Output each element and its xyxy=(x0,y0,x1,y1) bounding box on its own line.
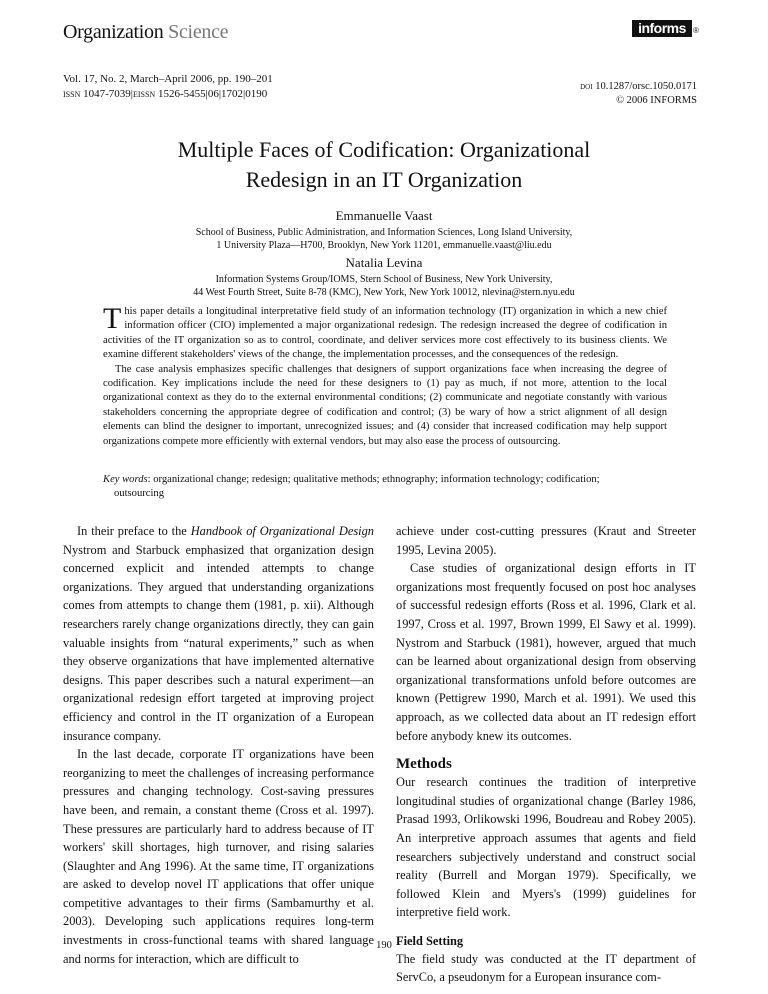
doi-block xyxy=(580,80,697,108)
title-line-2: Redesign in an IT Organization xyxy=(245,167,523,192)
author-name: Natalia Levina xyxy=(345,255,423,270)
keywords-text: organizational change; redesign; qualitative methods; ethnography; information technology; codification; xyxy=(153,474,600,485)
paper-title xyxy=(0,135,768,195)
abstract-paragraph: The case analysis emphasizes specific challenges that designers of support organizations face when increasing the degree of codification. Key implications include the need for these designers to (1) pay as much, if not more, attention to the local organizational context as they do to the external environmental conditions; (2) communicate and negotiate constantly with various stakeholders concerning the appropriate degree of codification and control; (3) be wary of how a strict alignment of all design elements can blind the designer to important, unrecognized issues; and (4) consider that increased codification may help support organizations compete more efficiently with external vendors, but may also ease the process of outsourcing. xyxy=(103,363,667,447)
author-name: Emmanuelle Vaast xyxy=(335,208,433,223)
page-number: 190 xyxy=(376,940,392,951)
body-column-right xyxy=(396,522,696,987)
journal-title-part1: Organization xyxy=(63,21,164,43)
journal-title-part2: Science xyxy=(168,21,229,43)
doi-line: doi 10.1287/orsc.1050.0171 xyxy=(580,81,697,92)
author-affiliation: Information Systems Group/IOMS, Stern School of Business, New York University, 44 West Fourth Street, Suite 8-78 (KMC), New York, New York 10012, nlevina@stern.nyu.edu xyxy=(193,274,575,298)
keywords-label: Key words xyxy=(103,474,148,485)
body-paragraph: In their preface to the Handbook of Organizational Design Nystrom and Starbuck emphasized that organization design concerned explicit and intended attempts to change organizations. They argued that understanding organizations comes from attempts to change them (1981, p. xii). Although researchers rarely change organizations directly, they can gain valuable insights from “natural experiments,” such as when they observe organizations that have implemented alternative designs. This paper describes such a natural experiment—an organizational redesign effort targeted at improving project efficiency and control in the IT organization of a European insurance company. xyxy=(63,524,374,743)
author-affiliation: School of Business, Public Administration, and Information Sciences, Long Island University, 1 University Plaza—H700, Brooklyn, New York 11201, emmanuelle.vaast@liu.edu xyxy=(195,227,573,251)
abstract-paragraph: This paper details a longitudinal interpretative field study of an information technology (IT) organization in which a new chief information officer (CIO) implemented a major organizational redesign. The redesign increased the degree of codification in activities of the IT organization so as to control, coordinate, and deliver services more cost effectively to its business clients. We examine different stakeholders' views of the change, the implementation processes, and the consequences of the redesign. xyxy=(103,302,667,361)
issue-info xyxy=(63,72,273,102)
body-paragraph: Our research continues the tradition of interpretive longitudinal studies of organizational change (Barley 1986, Prasad 1993, Orlikowski 1996, Boudreau and Robey 2005). An interpretive approach assumes that agents and field researchers subjectively understand and construct social reality (Burrell and Morgan 1979). Specifically, we followed Klein and Myers's (1999) guidelines for interpretive field work. xyxy=(396,775,696,920)
keywords: Key words: organizational change; redesign; qualitative methods; ethnography; information technology; codification; outsourcing xyxy=(103,473,667,502)
abstract xyxy=(103,302,667,449)
registered-mark: ® xyxy=(693,26,699,35)
volume-line: Vol. 17, No. 2, March–April 2006, pp. 190–201 xyxy=(63,73,273,85)
body-column-left xyxy=(63,522,374,968)
body-paragraph: In the last decade, corporate IT organizations have been reorganizing to meet the challenges of increasing performance pressures and changing technology. Cost-saving pressures have been, and remain, a constant theme (Cross et al. 1997). These pressures are particularly hard to address because of IT workers' skill shortages, high turnover, and rising salaries (Slaughter and Ang 1996). At the same time, IT organizations are asked to develop novel IT applications that offer unique competitive advantages to their firms (Sambamurthy et al. 2003). Developing such applications requires long-term investments in cross-functional teams with shared language and norms for interaction, which are difficult to xyxy=(63,747,374,966)
journal-title xyxy=(63,21,228,44)
section-heading-methods: Methods xyxy=(396,756,452,773)
title-line-1: Multiple Faces of Codification: Organizational xyxy=(177,137,591,162)
drop-cap: T xyxy=(103,302,122,335)
body-paragraph: Case studies of organizational design efforts in IT organizations most frequently focused on post hoc analyses of successful redesign efforts (Ross et al. 1996, Clark et al. 1997, Cross et al. 1997, Brown 1999, El Sawy et al. 1999). Nystrom and Starbuck (1981), however, argued that much can be learned about organizational design from observing organizational transformations unfold before outcomes are known (Pettigrew 1990, March et al. 1991). We used this approach, as we collected data about an IT redesign effort before anybody knew its outcomes. xyxy=(396,561,696,743)
subsection-heading-field-setting: Field Setting xyxy=(396,933,464,948)
body-paragraph: The field study was conducted at the IT department of ServCo, a pseudonym for a European insurance com- xyxy=(396,951,696,985)
body-paragraph: achieve under cost-cutting pressures (Kraut and Streeter 1995, Levina 2005). xyxy=(396,524,696,557)
issn-line: issn 1047-7039|eissn 1526-5455|06|1702|0190 xyxy=(63,88,268,100)
keywords-text-continued: outsourcing xyxy=(114,488,165,500)
informs-logo: informs xyxy=(632,20,692,37)
copyright: © 2006 INFORMS xyxy=(616,95,697,106)
